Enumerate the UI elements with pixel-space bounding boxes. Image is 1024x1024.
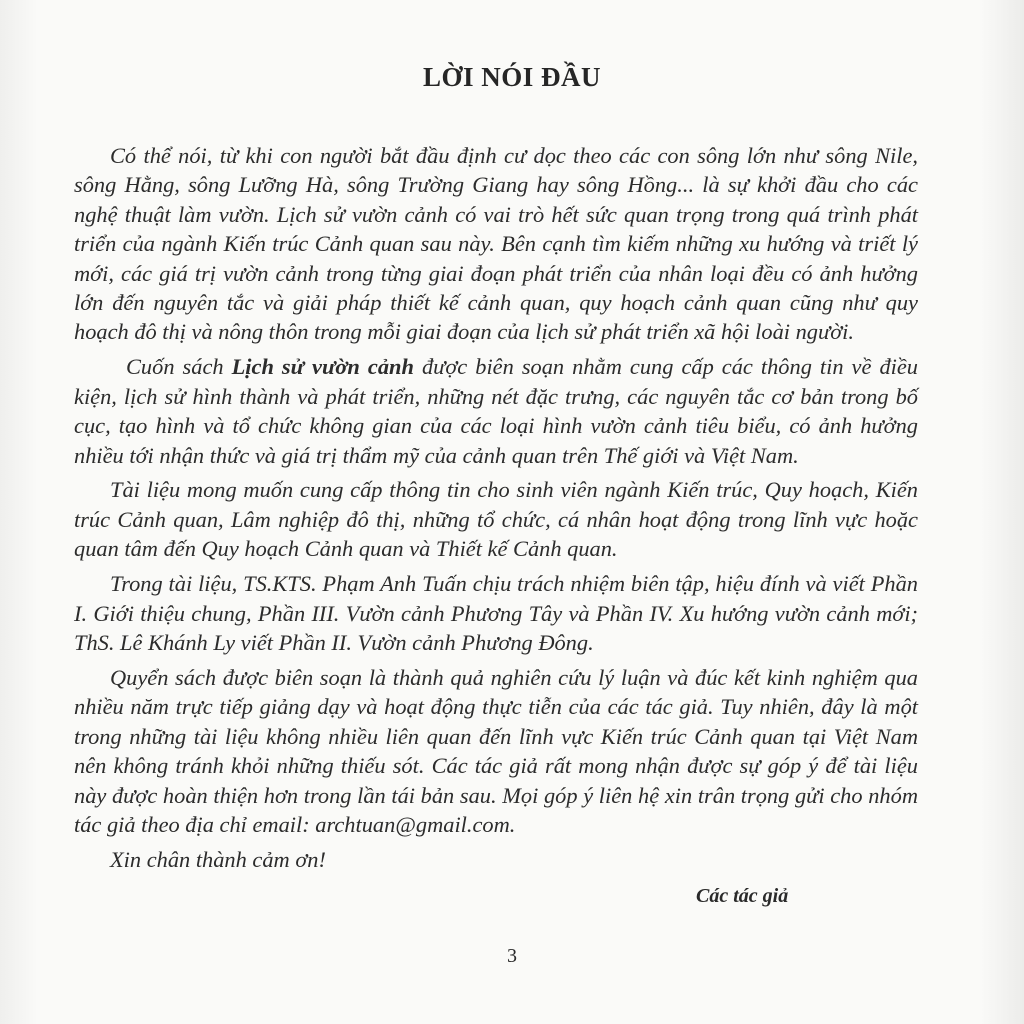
paragraph-feedback: Quyển sách được biên soạn là thành quả nghiên cứu lý luận và đúc kết kinh nghiệm qua nhiều năm trực tiếp giảng dạy và hoạt động thực tiễn của các tác giả. Tuy nhiên, đây là một trong những tài liệu không nhiều liên quan đến lĩnh vực Kiến trúc Cảnh quan tại Việt Nam nên không tránh khỏi những thiếu sót. Các tác giả rất mong nhận được sự góp ý để tài liệu này được hoàn thiện hơn trong lần tái bản sau. Mọi góp ý liên hệ xin trân trọng gửi cho nhóm tác giả theo địa chỉ email: archtuan@gmail.com. <box>74 664 918 837</box>
paragraph-book-purpose <box>74 352 918 470</box>
paragraph-authors-roles: Trong tài liệu, TS.KTS. Phạm Anh Tuấn chịu trách nhiệm biên tập, hiệu đính và viết Phần I. Giới thiệu chung, Phần III. Vườn cảnh Phương Tây và Phần IV. Xu hướng vườn cảnh mới; ThS. Lê Khánh Ly viết Phần II. Vườn cảnh Phương Đông. <box>74 571 918 655</box>
page-title: LỜI NÓI ĐẦU <box>422 62 602 92</box>
scan-shadow-right <box>980 0 1024 1024</box>
book-title-inline: Lịch sử vườn cảnh <box>231 354 414 380</box>
scan-shadow-left <box>0 0 38 1024</box>
signature: Các tác giả <box>696 885 789 907</box>
paragraph-text: Cuốn sách <box>126 354 232 380</box>
paragraph-origins: Có thể nói, từ khi con người bắt đầu định cư dọc theo các con sông lớn như sông Nile, sông Hằng, sông Lưỡng Hà, sông Trường Giang hay sông Hồng... là sự khởi đầu cho các nghệ thuật làm vườn. Lịch sử vườn cảnh có vai trò hết sức quan trọng trong quá trình phát triển của ngành Kiến trúc Cảnh quan sau này. Bên cạnh tìm kiếm những xu hướng và triết lý mới, các giá trị vườn cảnh trong từng giai đoạn phát triển của nhân loại đều có ảnh hưởng lớn đến nguyên tắc và giải pháp thiết kế cảnh quan, quy hoạch cảnh quan cũng như quy hoạch đô thị và nông thôn trong mỗi giai đoạn của lịch sử phát triển xã hội loài người. <box>74 143 918 345</box>
paragraph-thanks: Xin chân thành cảm ơn! <box>110 846 326 872</box>
page-number: 3 <box>507 945 517 967</box>
preface-body <box>74 141 918 880</box>
paragraph-audience: Tài liệu mong muốn cung cấp thông tin cho sinh viên ngành Kiến trúc, Quy hoạch, Kiến trúc Cảnh quan, Lâm nghiệp đô thị, những tổ chức, cá nhân hoạt động trong lĩnh vực hoặc quan tâm đến Quy hoạch Cảnh quan và Thiết kế Cảnh quan. <box>74 477 918 562</box>
paragraph-text: được biên soạn nhằm cung cấp các thông tin về điều kiện, lịch sử hình thành và phát triển, những nét đặc trưng, các nguyên tắc cơ bản trong bố cục, tạo hình và tổ chức không gian của các loại hình vườn cảnh tiêu biểu, có ảnh hưởng nhiều tới nhận thức và giá trị thẩm mỹ của cảnh quan trên Thế giới và Việt Nam. <box>74 354 918 468</box>
